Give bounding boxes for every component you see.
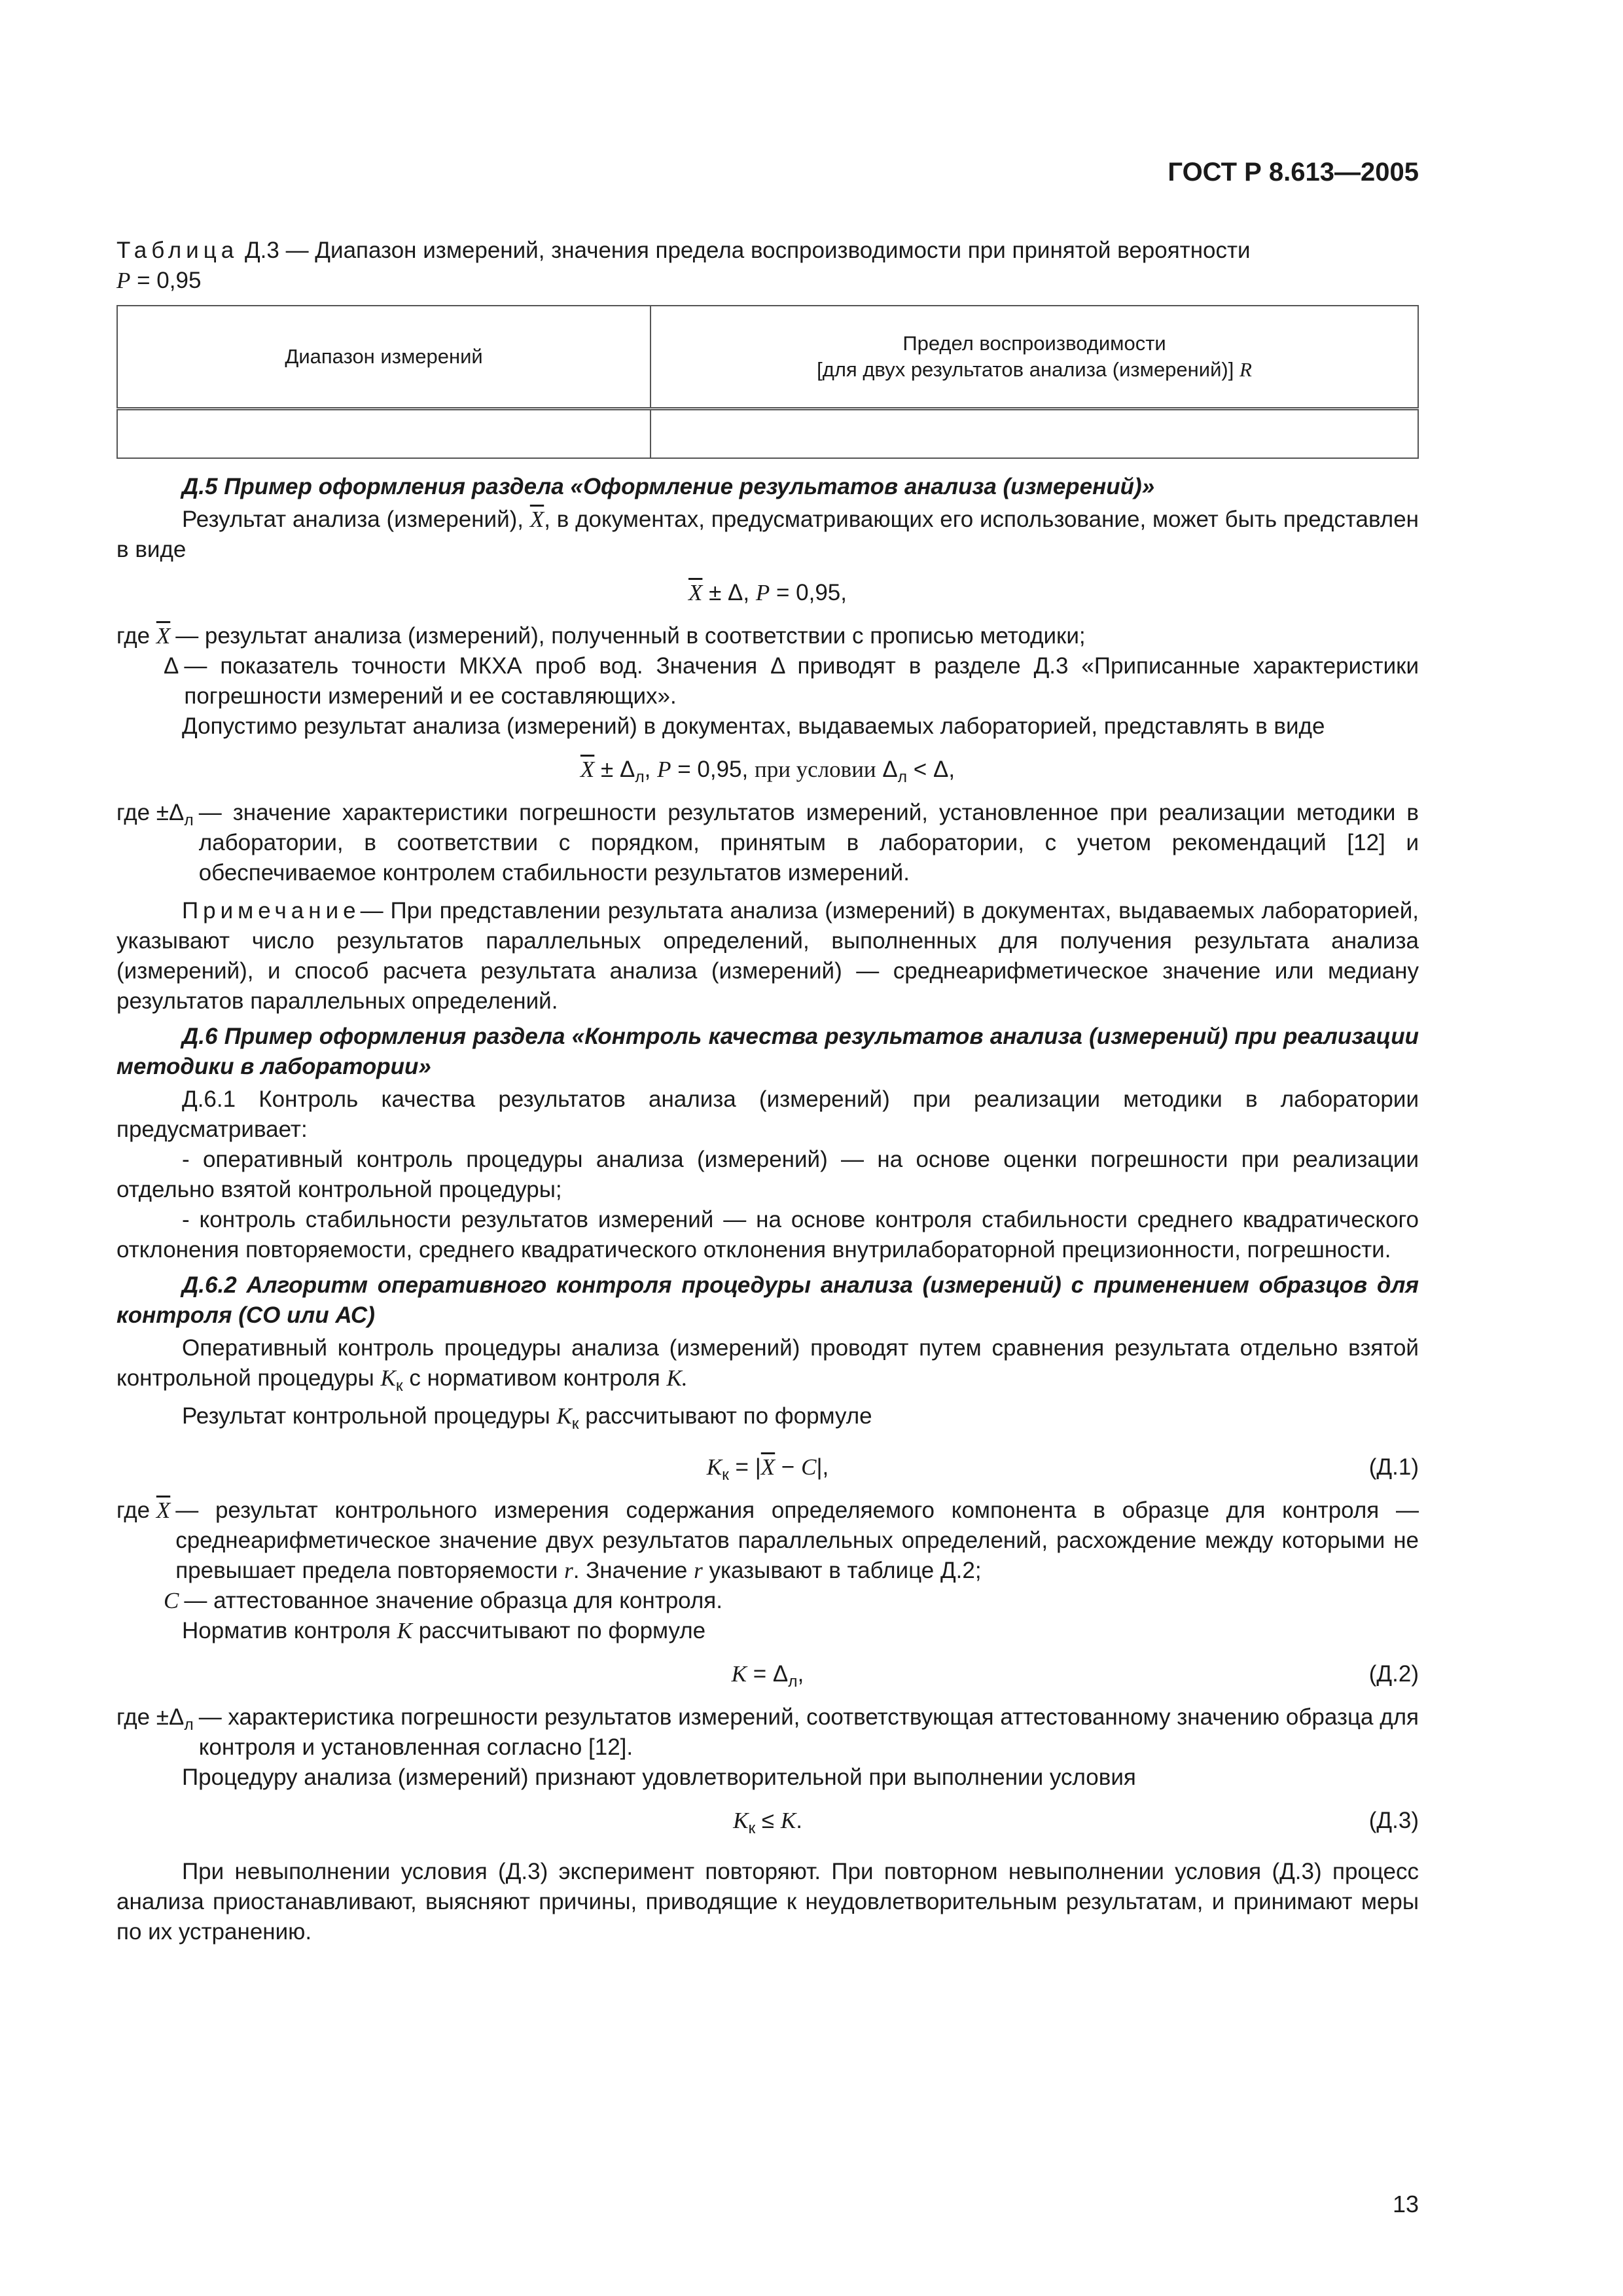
table-header-limit: Предел воспроизводимости [для двух результатов анализа (измерений)] R xyxy=(651,306,1418,409)
definition-c: C — аттестованное значение образца для контроля. xyxy=(164,1588,722,1613)
paragraph: - оперативный контроль процедуры анализа (измерений) — на основе оценки погрешности при реализации отдельно взятой контрольной процедуры; xyxy=(116,1147,1419,1202)
paragraph: Процедуру анализа (измерений) признают удовлетворительной при выполнении условия xyxy=(182,1765,1136,1790)
paragraph: Результат контрольной процедуры $K_к$ рассчитывают по формуле xyxy=(182,1403,872,1433)
formula-result: $\overline{X} \pm \Delta$, P = 0,95, xyxy=(688,580,847,605)
formula-d3: $K_к \le K$. (Д.3) xyxy=(116,1803,1419,1839)
table-row xyxy=(117,409,1418,459)
paragraph: Оперативный контроль процедуры анализа (измерений) проводят путем сравнения результата отдельно взятой контрольной процедуры $K_к$ с нормативом контроля K. xyxy=(116,1335,1419,1395)
formula-d2: $K = \Delta_л$, (Д.2) xyxy=(116,1657,1419,1692)
definition-delta: Δ — показатель точности МКХА проб вод. Значения Δ приводят в разделе Д.3 «Приписанные характеристики погрешности измерений и ее составляющих». xyxy=(164,653,1419,709)
page-body xyxy=(116,236,1419,1947)
table-caption: Таблица Д.3 — Диапазон измерений, значения предела воспроизводимости при принятой вероятности P = 0,95 xyxy=(116,238,1251,293)
table-header-range: Диапазон измерений xyxy=(117,306,651,409)
document-code: ГОСТ Р 8.613—2005 xyxy=(1168,158,1419,187)
section-heading-d6: Д.6 Пример оформления раздела «Контроль качества результатов анализа (измерений) при реализации методики в лаборатории» xyxy=(116,1024,1419,1079)
page-number: 13 xyxy=(1392,2191,1419,2217)
definition-x: где $\overline{X}$ — результат анализа (измерений), полученный в соответствии с прописью методики; xyxy=(116,623,1086,649)
section-heading-d5: Д.5 Пример оформления раздела «Оформление результатов анализа (измерений)» xyxy=(182,474,1155,499)
definition-x-control: где $\overline{X}$ — результат контрольного измерения содержания определяемого компонента в образце для контроля — среднеарифметическое значение двух результатов параллельных определений, расхождение между которыми не превышает предела повторяемости r. Значение r указывают в таблице Д.2; xyxy=(116,1498,1419,1583)
definition-delta-lab-2: где $\pm\Delta_л$ — характеристика погрешности результатов измерений, соответствующая аттестованному значению образца для контроля и установленная согласно [12]. xyxy=(116,1704,1419,1760)
note: Примечание— При представлении результата анализа (измерений) в документах, выдаваемых лабораторией, указывают число результатов параллельных определений, выполненных для получения результата анализа (измерений), и способ расчета результата анализа (измерений) — среднеарифметическое значение или медиану результатов параллельных определений. xyxy=(116,898,1419,1014)
paragraph: Д.6.1 Контроль качества результатов анализа (измерений) при реализации методики в лаборатории предусматривает: xyxy=(116,1086,1419,1142)
paragraph: Результат анализа (измерений), $\overline{X}$, в документах, предусматривающих его использование, может быть представлен в виде xyxy=(116,507,1419,562)
table-cell xyxy=(651,409,1418,459)
table-header-row xyxy=(117,306,1418,409)
paragraph: При невыполнении условия (Д.3) эксперимент повторяют. При повторном невыполнении условия (Д.3) процесс анализа приостанавливают, выясняют причины, приводящие к неудовлетворительным результатам, и принимают меры по их устранению. xyxy=(116,1859,1419,1945)
table-d3 xyxy=(116,305,1419,459)
document-page xyxy=(116,0,1419,2296)
table-cell xyxy=(117,409,651,459)
formula-lab-result: $\overline{X} \pm \Delta_л$, P = 0,95, при условии $\Delta_л < \Delta$, xyxy=(580,757,955,786)
equation-number: (Д.3) xyxy=(1368,1808,1419,1833)
definition-delta-lab: где $\pm\Delta_л$ — значение характеристики погрешности результатов измерений, установленное при реализации методики в лаборатории, в соответствии с порядком, принятым в лаборатории, с учетом рекомендаций [12] и обеспечиваемое контролем стабильности результатов измерений. xyxy=(116,800,1419,886)
equation-number: (Д.1) xyxy=(1368,1454,1419,1480)
subsection-heading-d62: Д.6.2 Алгоритм оперативного контроля процедуры анализа (измерений) с применением образцов для контроля (СО или АС) xyxy=(116,1272,1419,1328)
formula-d1: $K_к = |\overline{X} - C|$, (Д.1) xyxy=(116,1450,1419,1485)
paragraph: - контроль стабильности результатов измерений — на основе контроля стабильности среднего квадратического отклонения повторяемости, среднего квадратического отклонения внутрилабораторной прецизионности, погрешности. xyxy=(116,1207,1419,1263)
paragraph: Допустимо результат анализа (измерений) в документах, выдаваемых лабораторией, представлять в виде xyxy=(182,713,1325,739)
paragraph: Норматив контроля K рассчитывают по формуле xyxy=(182,1618,706,1643)
equation-number: (Д.2) xyxy=(1368,1661,1419,1687)
